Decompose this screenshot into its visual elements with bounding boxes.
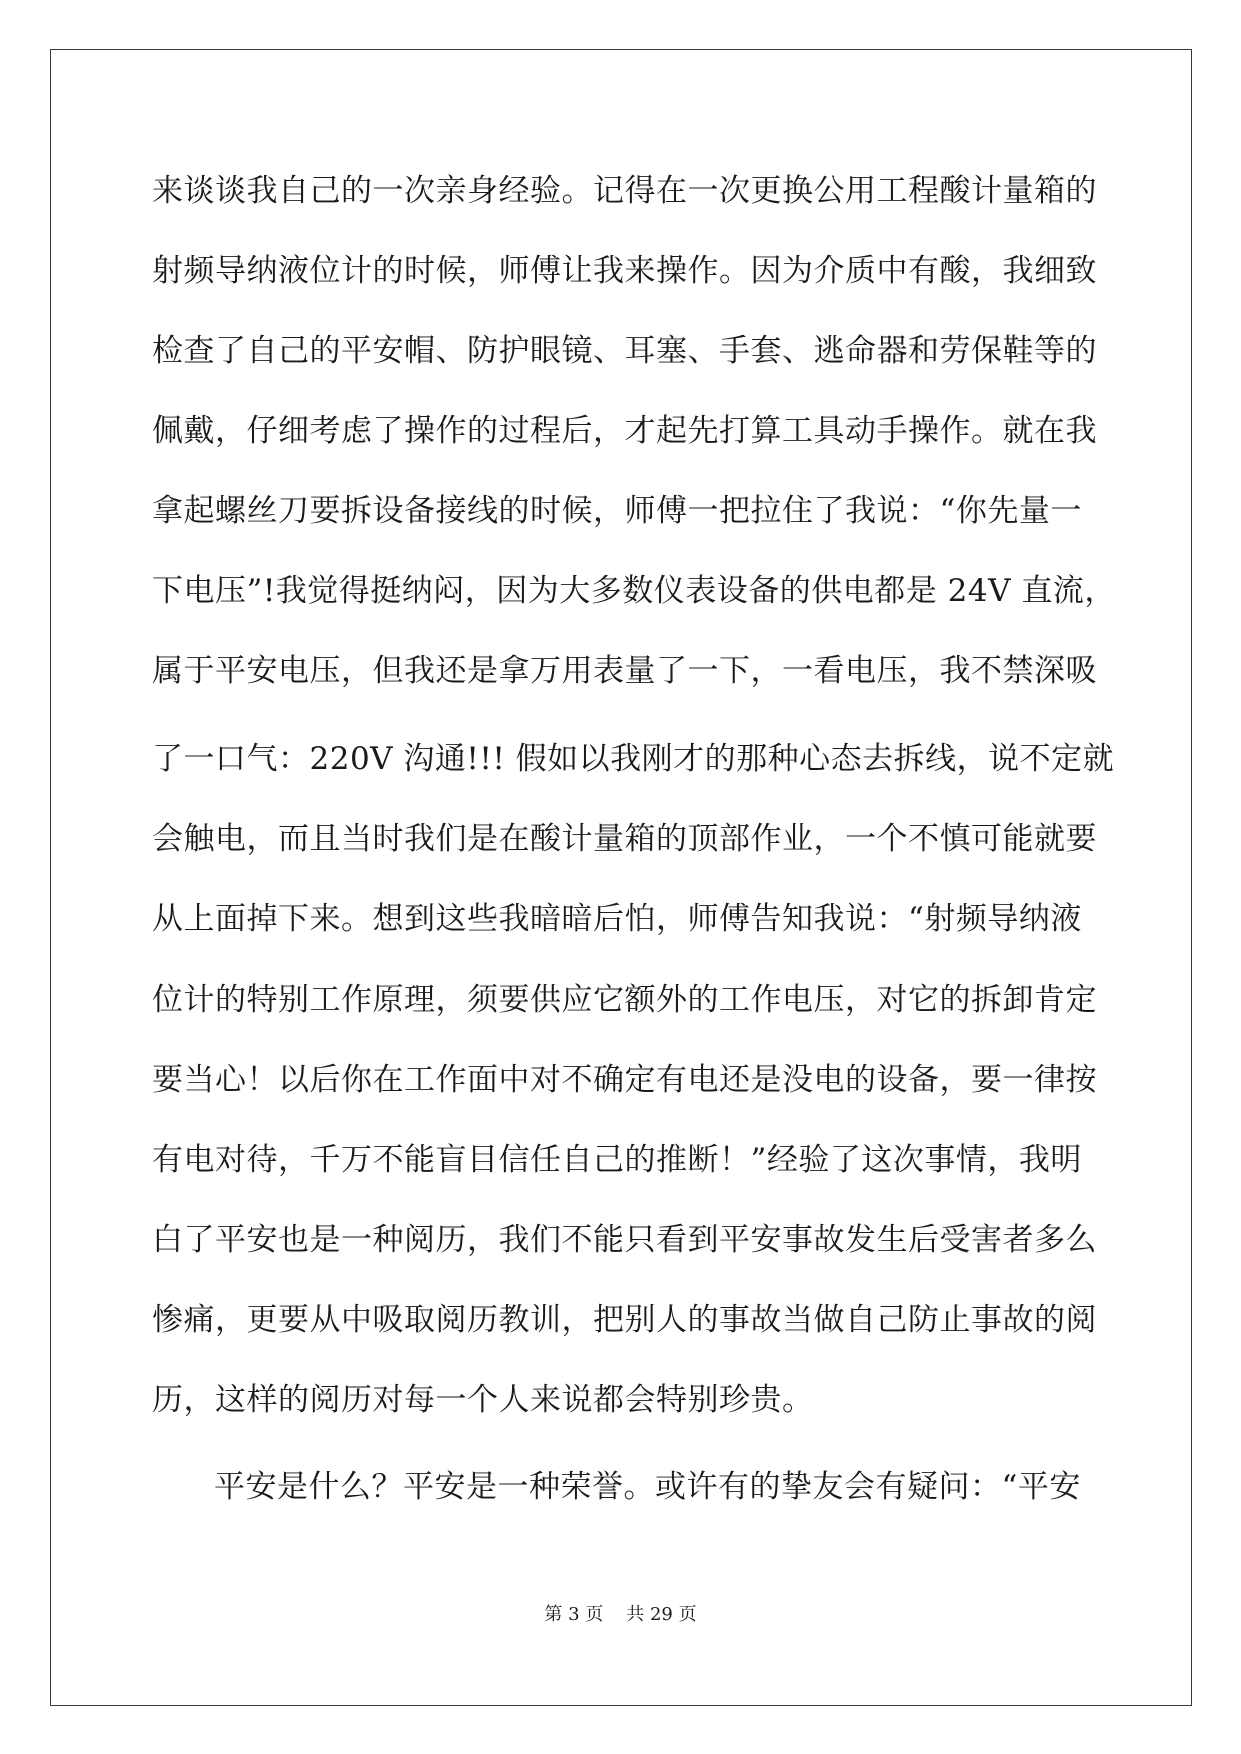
page-border	[50, 49, 1192, 1706]
body-line: 白了平安也是一种阅历，我们不能只看到平安事故发生后受害者多么	[152, 1222, 1097, 1258]
body-line: 位计的特别工作原理，须要供应它额外的工作电压，对它的拆卸肯定	[152, 982, 1097, 1018]
page-number: 第 3 页	[544, 1604, 604, 1625]
body-line: 有电对待，千万不能盲目信任自己的推断！”经验了这次事情，我明	[152, 1142, 1082, 1178]
body-line: 会触电，而且当时我们是在酸计量箱的顶部作业，一个不慎可能就要	[152, 821, 1097, 857]
paragraph-first-line: 平安是什么？平安是一种荣誉。或许有的挚友会有疑问：“平安	[214, 1469, 1081, 1505]
body-line: 佩戴，仔细考虑了操作的过程后，才起先打算工具动手操作。就在我	[152, 413, 1097, 449]
footer-gap	[603, 1604, 626, 1625]
body-line: 从上面掉下来。想到这些我暗暗后怕，师傅告知我说：“射频导纳液	[152, 901, 1082, 937]
page-total: 共 29 页	[626, 1604, 697, 1625]
body-line: 来谈谈我自己的一次亲身经验。记得在一次更换公用工程酸计量箱的	[152, 173, 1097, 209]
body-line: 要当心！以后你在工作面中对不确定有电还是没电的设备，要一律按	[152, 1062, 1097, 1098]
body-line: 历，这样的阅历对每一个人来说都会特别珍贵。	[152, 1382, 814, 1418]
body-line: 了一口气：220V 沟通!!! 假如以我刚才的那种心态去拆线，说不定就	[152, 741, 1115, 777]
body-line: 下电压”!我觉得挺纳闷，因为大多数仪表设备的供电都是 24V 直流，	[152, 573, 1116, 609]
body-line: 属于平安电压，但我还是拿万用表量了一下，一看电压，我不禁深吸	[152, 653, 1097, 689]
body-line: 检查了自己的平安帽、防护眼镜、耳塞、手套、逃命器和劳保鞋等的	[152, 333, 1097, 369]
body-line: 惨痛，更要从中吸取阅历教训，把别人的事故当做自己防止事故的阅	[152, 1302, 1097, 1338]
body-line: 拿起螺丝刀要拆设备接线的时候，师傅一把拉住了我说：“你先量一	[152, 493, 1082, 529]
body-line: 射频导纳液位计的时候，师傅让我来操作。因为介质中有酸，我细致	[152, 253, 1097, 289]
page-footer	[0, 1603, 1241, 1627]
